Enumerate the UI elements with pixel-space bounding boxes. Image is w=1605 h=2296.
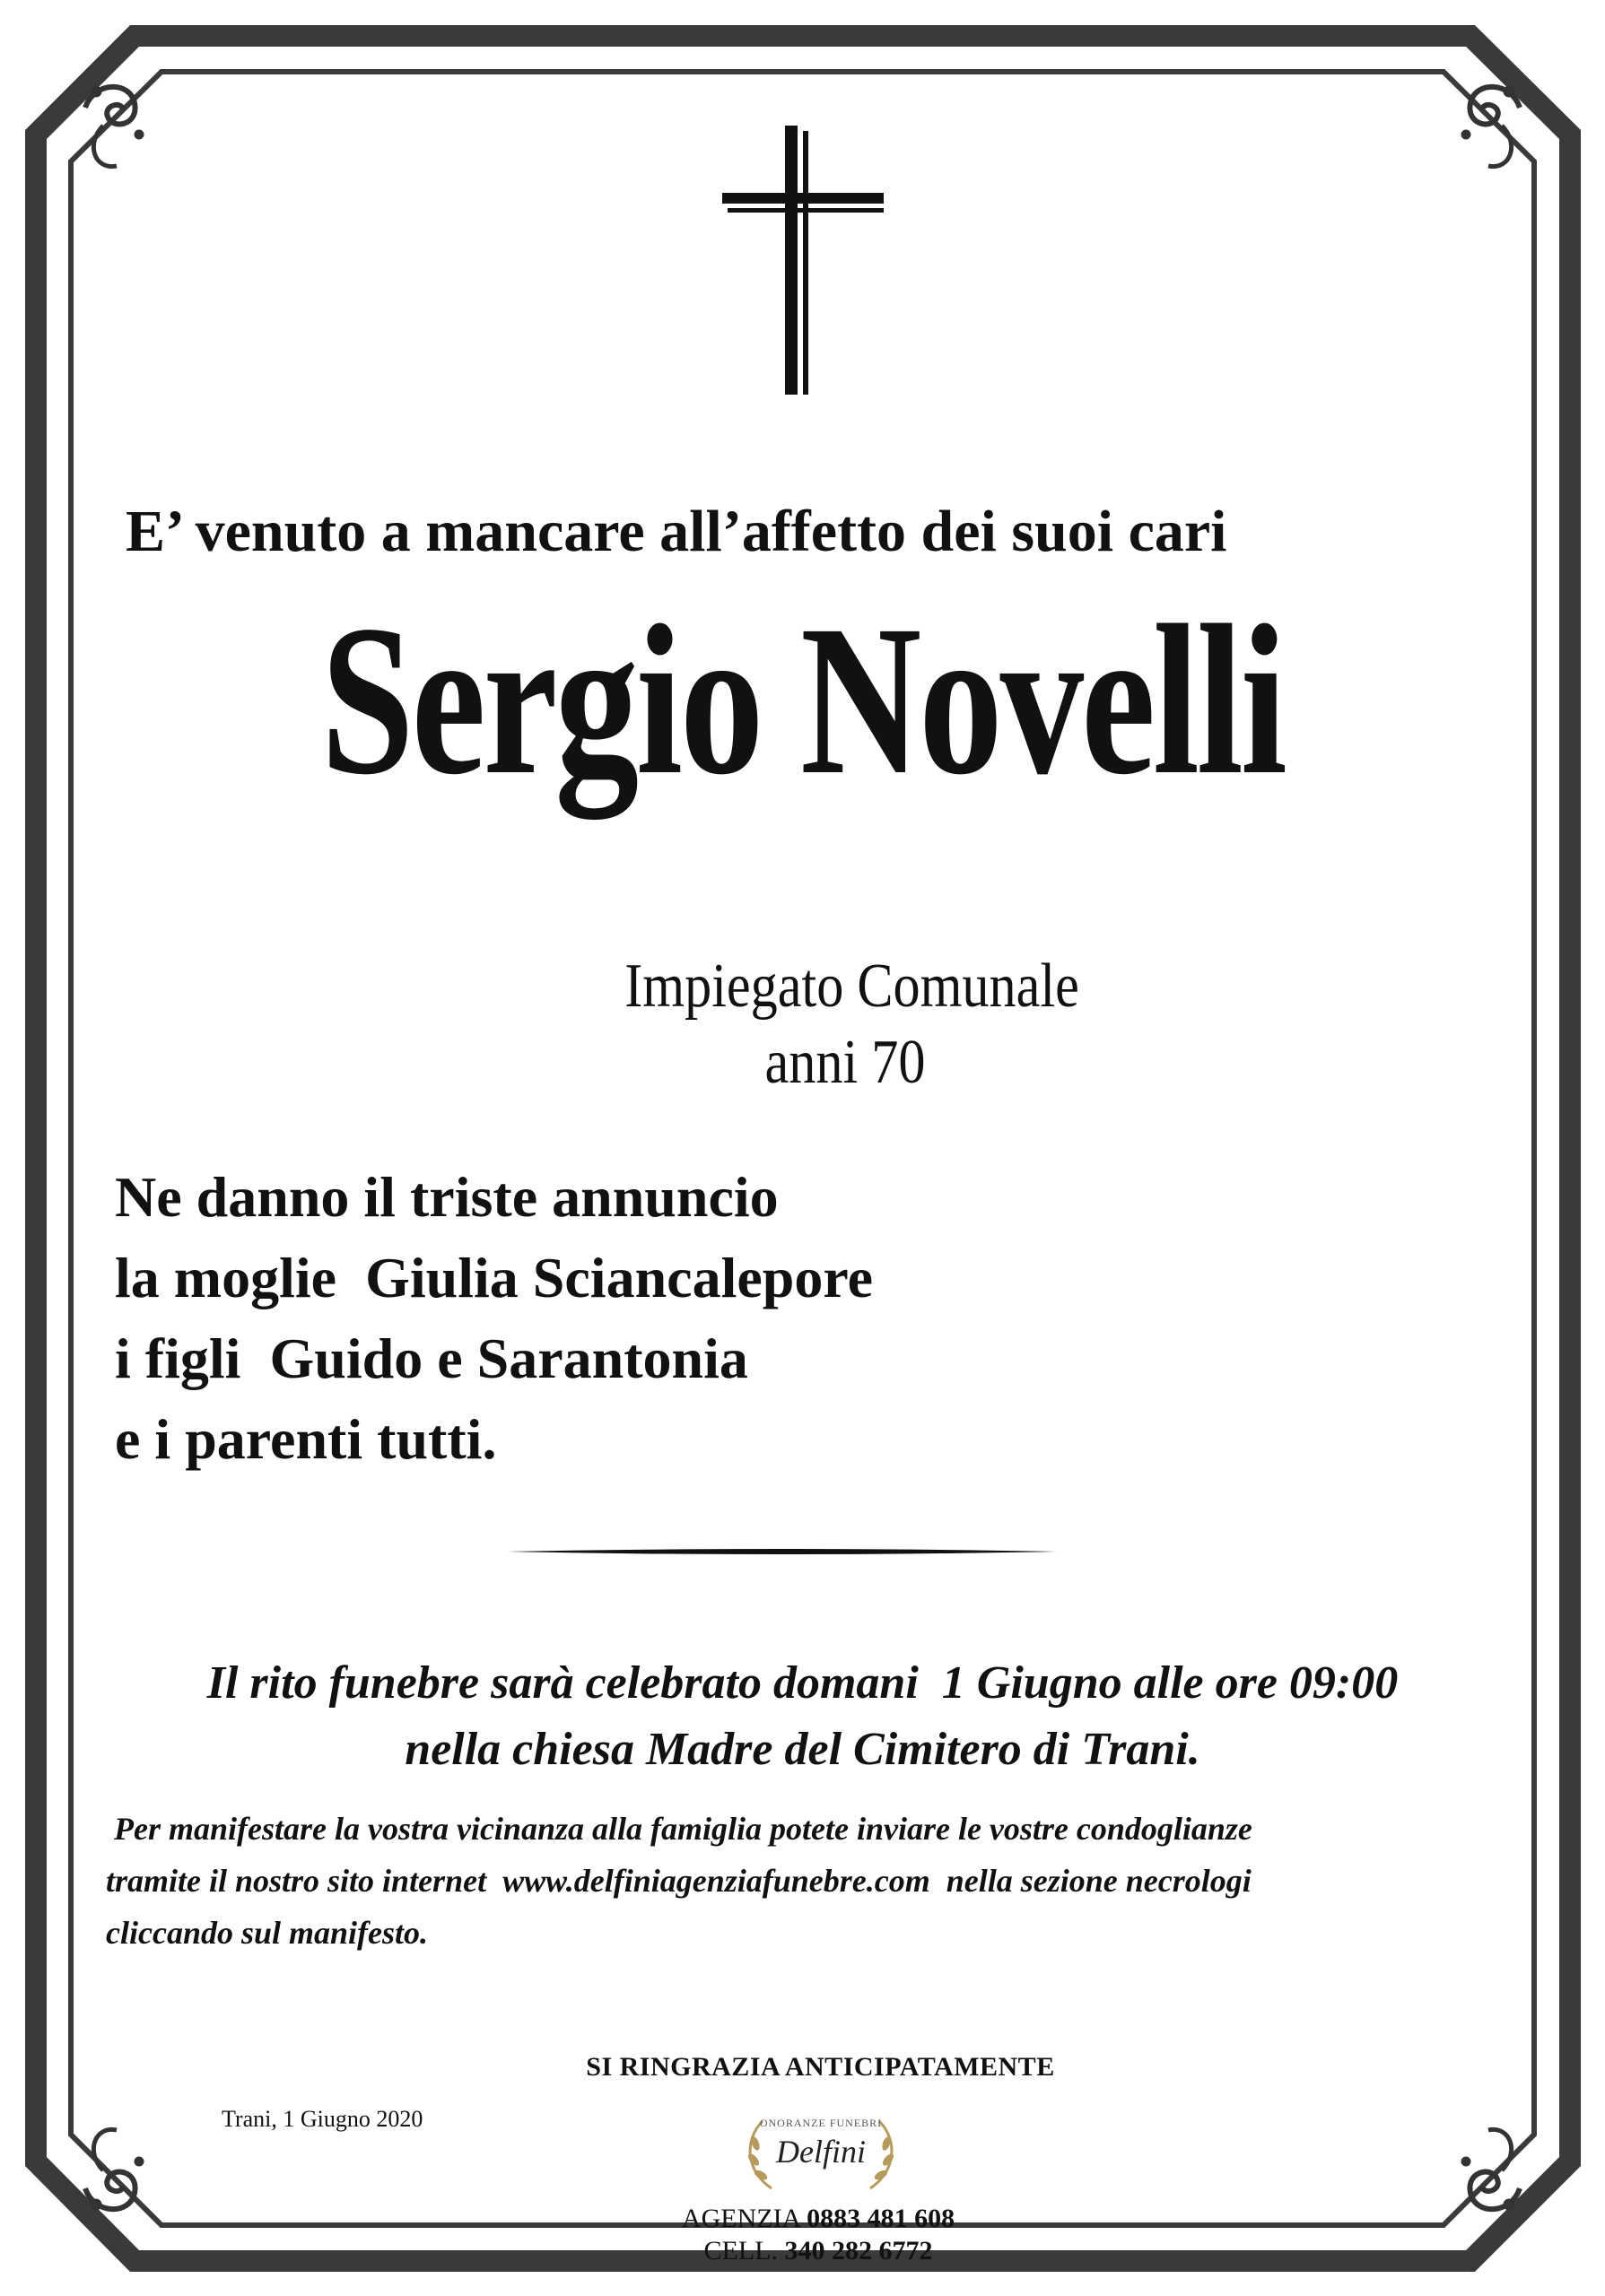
family-announcement bbox=[115, 1157, 1371, 1480]
info-line: Per manifestare la vostra vicinanza alla famiglia potete inviare le vostre condoglianze bbox=[106, 1811, 1252, 1847]
family-line: i figli Guido e Sarantonia bbox=[115, 1326, 748, 1390]
agency-contact bbox=[0, 2203, 1605, 2267]
cell-label: CELL. bbox=[703, 2236, 778, 2266]
deceased-name: Sergio Novelli bbox=[320, 580, 1285, 819]
date-place: Trani, 1 Giugno 2020 bbox=[222, 2106, 423, 2132]
rite-line: nella chiesa Madre del Cimitero di Trani. bbox=[405, 1724, 1200, 1775]
agency-label: AGENZIA bbox=[681, 2204, 800, 2233]
cross-icon bbox=[722, 126, 884, 395]
agency-logo bbox=[736, 2108, 906, 2197]
condolence-info bbox=[106, 1803, 1541, 1959]
funeral-rite-info bbox=[0, 1650, 1605, 1783]
family-line: Ne danno il triste annuncio bbox=[115, 1165, 779, 1229]
deceased-role: Impiegato Comunale bbox=[624, 952, 1079, 1021]
family-line: e i parenti tutti. bbox=[115, 1407, 497, 1471]
deceased-age: anni 70 bbox=[764, 1028, 926, 1097]
cell-phone: 340 282 6772 bbox=[784, 2236, 933, 2266]
thanks-text: SI RINGRAZIA ANTICIPATAMENTE bbox=[586, 2052, 1055, 2082]
logo-top-text: ONORANZE FUNEBRI bbox=[759, 2117, 883, 2129]
divider bbox=[507, 1548, 1056, 1555]
rite-line: Il rito funebre sarà celebrato domani 1 Giugno alle ore 09:00 bbox=[206, 1657, 1399, 1709]
logo-name: Delfini bbox=[776, 2134, 866, 2170]
intro-text: E’ venuto a mancare all’affetto dei suoi cari bbox=[126, 499, 1227, 564]
info-line: cliccando sul manifesto. bbox=[106, 1915, 428, 1951]
info-line: tramite il nostro sito internet www.delfiniagenziafunebre.com nella sezione necrologi bbox=[106, 1863, 1252, 1899]
agency-phone: 0883 481 608 bbox=[807, 2204, 955, 2233]
family-line: la moglie Giulia Sciancalepore bbox=[115, 1246, 873, 1309]
